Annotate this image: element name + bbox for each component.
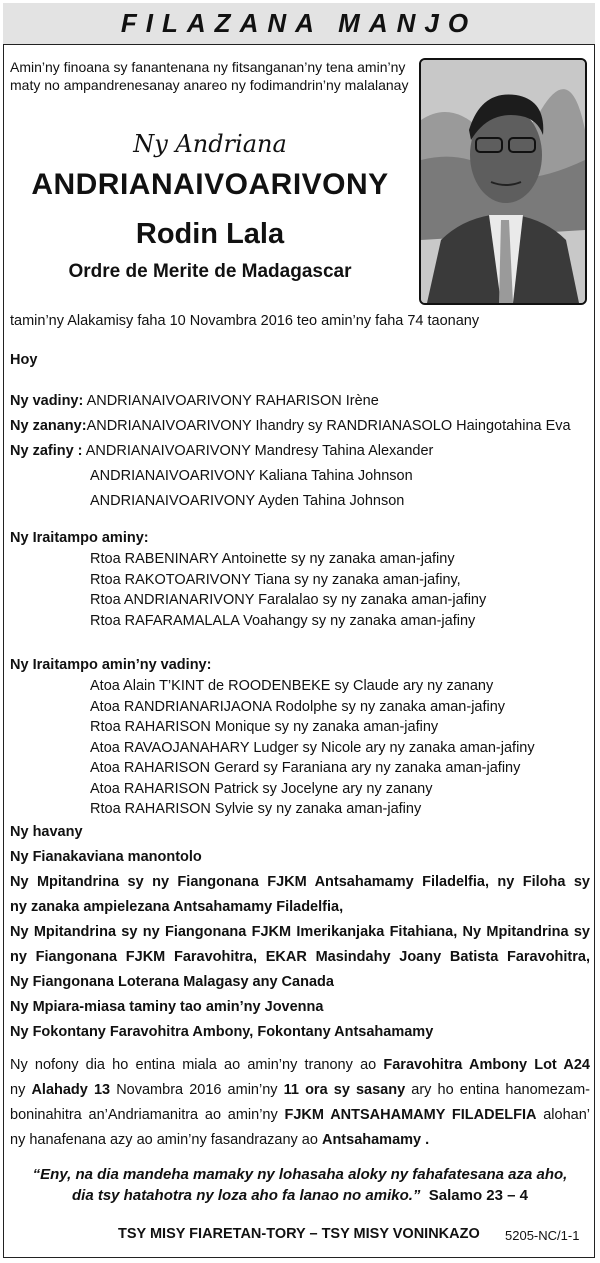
vadiny-label: Ny vadiny: — [10, 393, 84, 409]
funeral-church: FJKM ANTSAHAMAMY FILADELFIA — [284, 1107, 537, 1123]
funeral-line — [10, 1103, 590, 1128]
iraitampo-section — [10, 527, 592, 631]
notice-title: FILAZANA MANJO — [120, 8, 478, 38]
iraitampo-vadiny-item: Atoa Alain T’KINT de ROODENBEKE sy Claude ary ny zanany — [90, 678, 494, 694]
zafiny-name: ANDRIANAIVOARIVONY Ayden Tahina Johnson — [90, 493, 405, 509]
mpitandrina-line: Ny Mpitandrina sy ny Fiangonana FJKM Imerikanjaka Fitahiana, Ny Mpitandrina sy — [10, 924, 590, 940]
zafiny-line — [10, 489, 592, 514]
zafiny-line — [10, 439, 592, 464]
deceased-firstname: Rodin Lala — [135, 218, 285, 250]
quote-line: “Eny, na dia mandeha mamaky ny lohasaha aloky ny fahafatesana aza aho, — [32, 1166, 568, 1183]
iraitampo-vadiny-item: Atoa RAVAOJANAHARY Ludger sy Nicole ary ny zanaka aman-jafiny — [90, 739, 535, 756]
funeral-text: ny hanafenana azy ao amin’ny fasandrazany ao — [10, 1132, 322, 1148]
iraitampo-vadiny-item: Atoa RANDRIANARIJAONA Rodolphe sy ny zanaka aman-jafiny — [90, 698, 506, 715]
death-line: tamin’ny Alakamisy faha 10 Novambra 2016 teo amin’ny faha 74 taonany — [10, 313, 480, 329]
portrait-image — [421, 60, 585, 303]
funeral-day: Alahady 13 — [31, 1082, 111, 1098]
mpitandrina-line: ny zanaka ampielezana Antsahamamy Filadelfia, — [10, 899, 344, 915]
family-section — [10, 389, 592, 514]
funeral-line — [10, 1053, 590, 1078]
zafiny-line — [10, 464, 592, 489]
funeral-line — [10, 1128, 590, 1153]
loterana-line: Ny Fiangonana Loterana Malagasy any Canada — [10, 974, 334, 990]
quote-line — [0, 1185, 600, 1206]
quote-reference: Salamo 23 – 4 — [428, 1187, 528, 1204]
funeral-text: Ny nofony dia ho entina miala ao amin’ny tranony ao — [10, 1057, 384, 1073]
iraitampo-vadiny-item: Atoa RAHARISON Gerard sy Faraniana ary ny zanaka aman-jafiny — [90, 760, 521, 776]
intro-text: Amin’ny finoana sy fanantenana ny fitsanganan’ny tena amin’ny maty no ampandrenesanay anareo ny fodimandrin’ny malalanay — [10, 59, 409, 93]
vadiny-name: ANDRIANAIVOARIVONY RAHARISON Irène — [83, 393, 379, 409]
mpitandrina-line: Ny Mpitandrina sy ny Fiangonana FJKM Antsahamamy Filadelfia, ny Filoha sy — [10, 874, 590, 890]
zanany-label: Ny zanany: — [10, 418, 87, 434]
havany-line: Ny havany — [10, 824, 83, 840]
quote-text: dia tsy hatahotra ny loza aho fa lanao no amiko.” — [72, 1187, 421, 1204]
iraitampo-label: Ny Iraitampo aminy: — [10, 530, 149, 546]
zafiny-name: ANDRIANAIVOARIVONY Mandresy Tahina Alexander — [82, 443, 434, 459]
fokontany-line: Ny Fokontany Faravohitra Ambony, Fokontany Antsahamamy — [10, 1024, 434, 1040]
funeral-line — [10, 1078, 590, 1103]
portrait-photo — [419, 58, 587, 305]
fianakaviana-line: Ny Fianakaviana manontolo — [10, 849, 202, 865]
funeral-time: 11 ora sy sasany — [283, 1082, 406, 1098]
bible-quote — [0, 1164, 600, 1206]
iraitampo-vadiny-item: Atoa RAHARISON Patrick sy Jocelyne ary ny zanany — [90, 780, 433, 797]
deceased-honor: Ordre de Merite de Madagascar — [68, 261, 352, 282]
funeral-address: Faravohitra Ambony Lot A24 — [383, 1057, 591, 1073]
iraitampo-item: Rtoa RAKOTOARIVONY Tiana sy ny zanaka aman-jafiny, — [90, 571, 461, 588]
iraitampo-item: Rtoa RABENINARY Antoinette sy ny zanaka aman-jafiny — [90, 551, 455, 567]
hoy-label: Hoy — [10, 352, 38, 368]
zafiny-label: Ny zafiny : — [10, 443, 83, 459]
zanany-line — [10, 414, 592, 439]
vadiny-line — [10, 389, 592, 414]
deceased-surname: ANDRIANAIVOARIVONY — [31, 168, 389, 201]
mpitandrina-line: ny Fiangonana FJKM Faravohitra, EKAR Masindahy Joany Batista Faravohitra, — [10, 949, 590, 965]
iraitampo-vadiny-section — [10, 654, 592, 820]
funeral-burial-place: Antsahamamy . — [321, 1132, 430, 1148]
notice-header — [3, 3, 595, 45]
funeral-text: ny — [10, 1082, 32, 1098]
funeral-paragraph — [10, 1053, 590, 1153]
others-section — [10, 820, 590, 1045]
mpiara-line: Ny Mpiara-miasa taminy tao amin’ny Jovenna — [10, 999, 324, 1015]
footer-notice: TSY MISY FIARETAN-TORY – TSY MISY VONINKAZO — [118, 1226, 480, 1242]
funeral-text: Novambra 2016 amin’ny — [110, 1082, 284, 1098]
iraitampo-item: Rtoa ANDRIANARIVONY Faralalao sy ny zanaka aman-jafiny — [90, 592, 487, 608]
reference-code: 5205-NC/1-1 — [505, 1228, 580, 1243]
iraitampo-vadiny-item: Rtoa RAHARISON Sylvie sy ny zanaka aman-jafiny — [90, 801, 422, 817]
funeral-text: ary ho entina hanomezam- — [405, 1082, 591, 1098]
funeral-text: boninahitra an’Andriamanitra ao amin’ny — [10, 1107, 285, 1123]
iraitampo-vadiny-item: Rtoa RAHARISON Monique sy ny zanaka aman-jafiny — [90, 719, 439, 735]
iraitampo-item: Rtoa RAFARAMALALA Voahangy sy ny zanaka aman-jafiny — [90, 612, 476, 629]
deceased-title: Ny Andriana — [133, 130, 287, 158]
zafiny-name: ANDRIANAIVOARIVONY Kaliana Tahina Johnson — [90, 468, 413, 484]
funeral-text: alohan’ — [536, 1107, 590, 1123]
zanany-name: ANDRIANAIVOARIVONY Ihandry sy RANDRIANASOLO Haingotahina Eva — [86, 418, 571, 434]
iraitampo-vadiny-label: Ny Iraitampo amin’ny vadiny: — [10, 657, 212, 673]
